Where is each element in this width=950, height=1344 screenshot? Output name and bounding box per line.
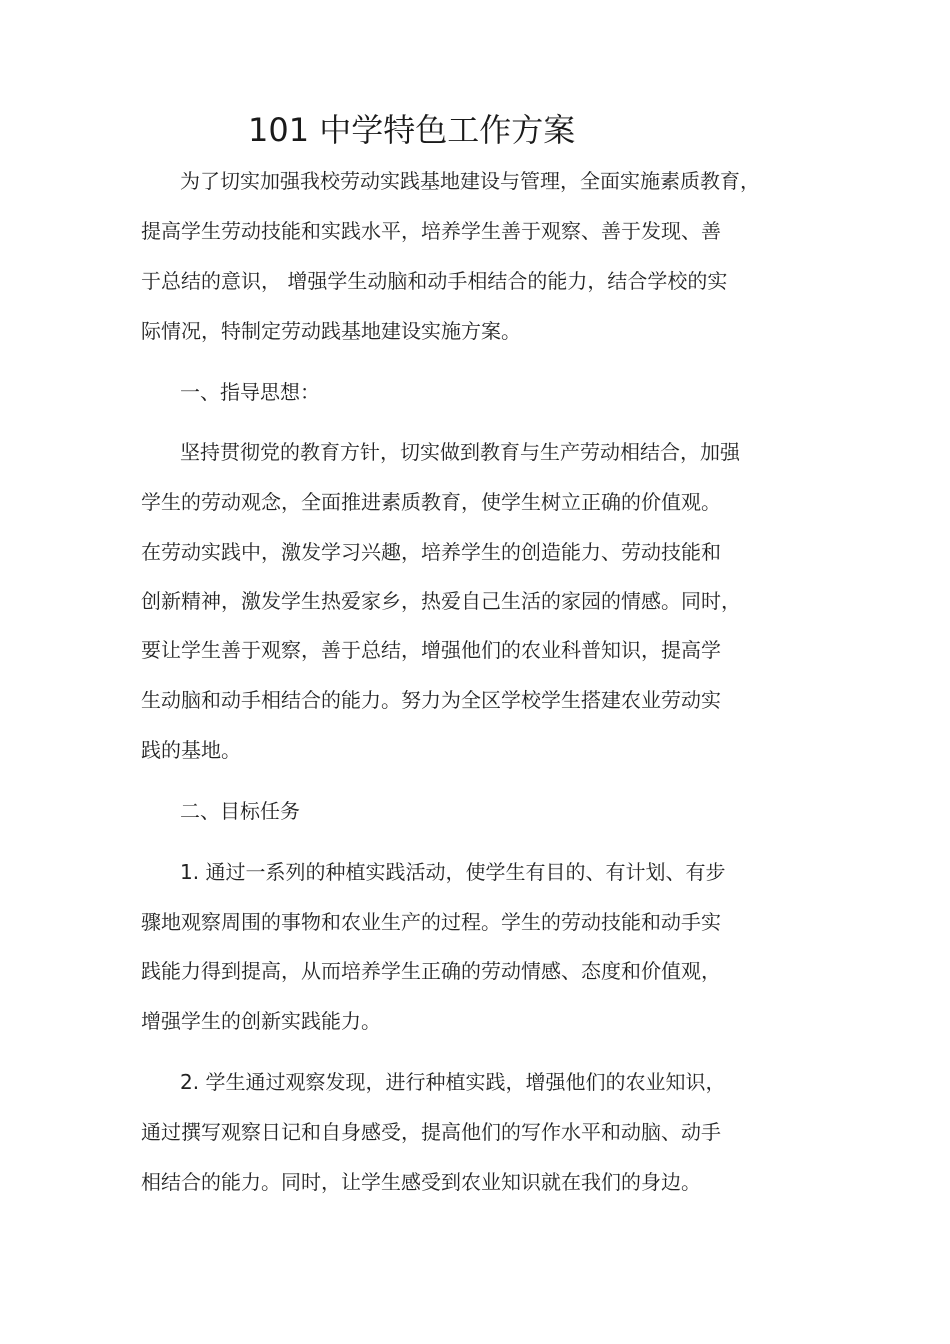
section-heading-guiding-thought: 一、指导思想： xyxy=(180,380,320,404)
document-title: 101 中学特色工作方案 xyxy=(248,111,576,149)
section1-line-6: 生动脑和动手相结合的能力。努力为全区学校学生搭建农业劳动实 xyxy=(141,688,721,712)
intro-line-3: 于总结的意识， 增强学生动脑和动手相结合的能力，结合学校的实 xyxy=(141,269,728,293)
item1-line-3: 践能力得到提高，从而培养学生正确的劳动情感、态度和价值观， xyxy=(141,959,721,983)
item2-line-3: 相结合的能力。同时，让学生感受到农业知识就在我们的身边。 xyxy=(141,1170,701,1194)
section-heading-goals: 二、目标任务 xyxy=(180,799,300,823)
section1-line-1: 坚持贯彻党的教育方针，切实做到教育与生产劳动相结合，加强 xyxy=(180,440,740,464)
section1-line-5: 要让学生善于观察，善于总结，增强他们的农业科普知识，提高学 xyxy=(141,638,721,662)
section1-line-3: 在劳动实践中，激发学习兴趣，培养学生的创造能力、劳动技能和 xyxy=(141,540,721,564)
section1-line-2: 学生的劳动观念，全面推进素质教育，使学生树立正确的价值观。 xyxy=(141,490,721,514)
intro-line-1: 为了切实加强我校劳动实践基地建设与管理，全面实施素质教育， xyxy=(180,169,760,193)
intro-line-4: 际情况，特制定劳动践基地建设实施方案。 xyxy=(141,319,521,343)
item1-line-2: 骤地观察周围的事物和农业生产的过程。学生的劳动技能和动手实 xyxy=(141,910,721,934)
item2-line-2: 通过撰写观察日记和自身感受，提高他们的写作水平和动脑、动手 xyxy=(141,1120,721,1144)
item2-line-1: 2. 学生通过观察发现，进行种植实践，增强他们的农业知识， xyxy=(180,1070,726,1094)
section1-line-4: 创新精神，激发学生热爱家乡，热爱自己生活的家园的情感。同时， xyxy=(141,589,741,613)
section1-line-7: 践的基地。 xyxy=(141,738,241,762)
item1-line-4: 增强学生的创新实践能力。 xyxy=(141,1009,381,1033)
item1-line-1: 1. 通过一系列的种植实践活动，使学生有目的、有计划、有步 xyxy=(180,860,726,884)
intro-line-2: 提高学生劳动技能和实践水平，培养学生善于观察、善于发现、善 xyxy=(141,219,721,243)
